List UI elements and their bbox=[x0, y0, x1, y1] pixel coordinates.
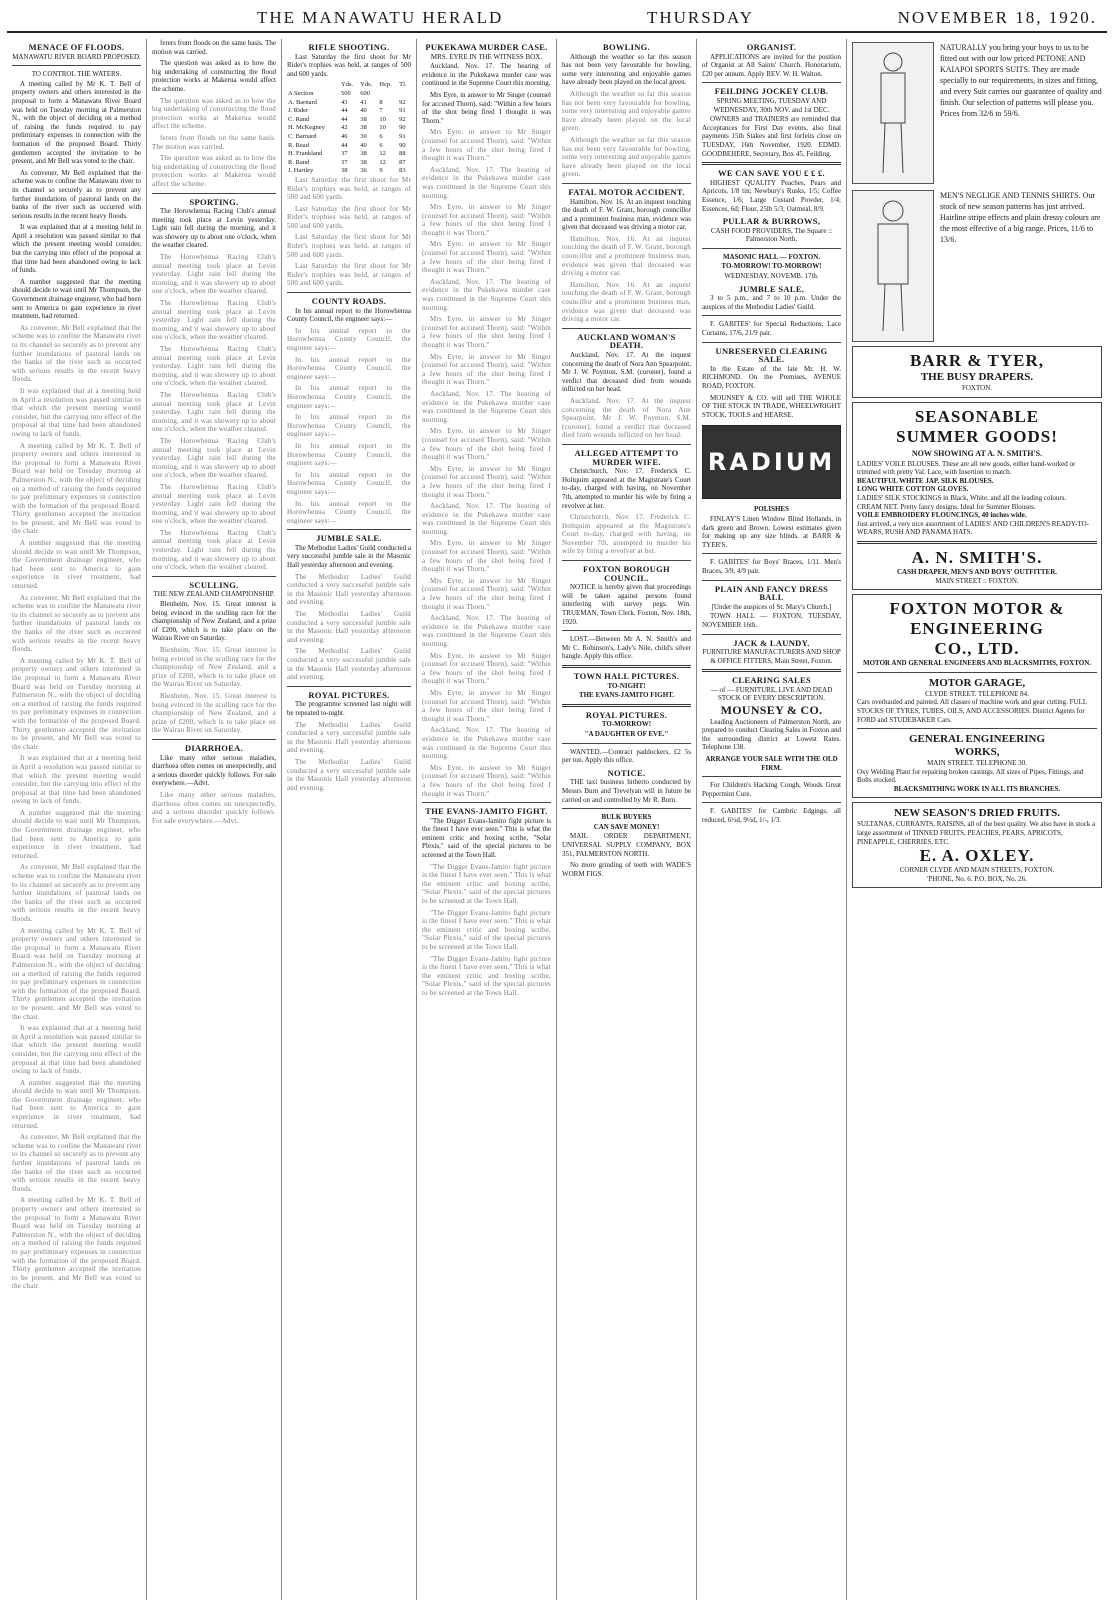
article-paragraph: The Horowhenua Racing Club's annual meeting took place at Levin yesterday. Light rain fell during the morning, and it was showery up to about one o'clock, when the weather cleared. bbox=[152, 482, 276, 526]
article-paragraph: As convener, Mr Bell explained that the scheme was to confine the Manawatu river to its channel so securely as to prevent any further inundations of pastoral lands on the banks of the river such as occurred with serious results in the recent heavy floods. bbox=[12, 1133, 141, 1193]
masthead bbox=[7, 5, 1107, 33]
article-paragraph: In his annual report to the Horowhenua County Council, the engineer says:— bbox=[287, 413, 411, 439]
column-2 bbox=[147, 39, 282, 1600]
notice-text: THE taxi business hitherto conducted by Messrs Burn and Trevelyan will in future be carried on and controlled by Mr R. Burn. bbox=[562, 778, 691, 804]
article-paragraph: Blenheim, Nov. 15. Great interest is being evinced in the sculling race for the championship of New Zealand, and a prize of £200, which is to take place on the Wairau River on Saturday. bbox=[152, 646, 276, 689]
summer-goods-heading: SUMMER GOODS! bbox=[896, 426, 1058, 446]
headline-save-you: WE CAN SAVE YOU £ £ £. bbox=[718, 168, 825, 179]
ad-text: MOUNSEY & CO. will sell THE WHOLE OF THE STOCK IN TRADE, WHEELWRIGHT STOCK, TOOLS and HEARSE. bbox=[702, 393, 841, 419]
ad-text: HIGHEST QUALITY Peaches, Pears and Apricots, 1/8 tin; Newbury's Rusks, 1/5; Coffee Essence, 1/6; Large Custard Powder, 1/4; Essences, 6d; Flour, 25lb 5/3; Oatmeal, 8/9. bbox=[702, 178, 841, 213]
worm-figs: No more grinding of teeth with WADE'S WORM FIGS. bbox=[562, 861, 691, 878]
article-paragraph: Mrs Eyre, in answer to Mr Singer (counsel for accused Thorn), said: "Within a few hours of the shot being fired I thought it was Thorn." bbox=[422, 240, 551, 275]
ad-text: TOWN HALL — FOXTON, TUESDAY, NOVEMBER 16th. bbox=[702, 612, 841, 629]
article-paragraph: The Methodist Ladies' Guild conducted a very successful jumble sale in the Masonic Hall yesterday afternoon and evening. bbox=[287, 572, 411, 607]
ad-text: 3 to 5 p.m., and 7 to 10 p.m. Under the auspices of the Methodist Ladies' Guild. bbox=[702, 294, 841, 311]
table-row: A Section 500 600 bbox=[288, 89, 370, 97]
table-row: R. Rand 37 38 12 87 bbox=[288, 158, 406, 166]
headline-floods: MENACE OF FLOODS. bbox=[28, 42, 125, 52]
article-paragraph: Mrs Eyre, in answer to Mr Singer (counsel for accused Thorn), said: "Within a few hours of the shot being fired I thought it was Thorn." bbox=[422, 688, 551, 723]
fight-label: THE EVANS-JAMITO FIGHT. bbox=[578, 691, 675, 700]
headline-county-roads: COUNTY ROADS. bbox=[311, 296, 387, 307]
article-paragraph: It was explained that at a meeting held in April a resolution was passed similar to that which the present meeting would consider, but the carrying into effect of the proposal at that time had been abandoned owing to lack of funds. bbox=[12, 386, 141, 438]
gew-street: MAIN STREET. TELEPHONE 30. bbox=[927, 759, 1027, 768]
column-7-ads bbox=[847, 39, 1107, 1600]
article-paragraph: Auckland, Nov. 17. The hearing of evidence in the Pukekawa murder case was continued in the Supreme Court this morning. bbox=[422, 614, 551, 648]
busy-drapers: THE BUSY DRAPERS. bbox=[920, 371, 1034, 383]
headline-evans-jamito: THE EVANS-JAMITO FIGHT. bbox=[425, 806, 548, 817]
product-line: Just arrived, a very nice assortment of LADIES' AND CHILDREN'S READY-TO-WEARS, RUSH AND PANAMA HATS. bbox=[857, 519, 1089, 537]
barr-tyer-name: BARR & TYER, bbox=[909, 351, 1044, 370]
bulk-buyers: BULK BUYERS bbox=[601, 813, 652, 822]
article-paragraph: A number suggested that the meeting should decide to wait until Mr Thompson, the Government drainage engineer, who had been sent to America to gain experience in river treatment, had returned. bbox=[12, 1078, 141, 1130]
article-paragraph: "The Digger Evans-Jamito fight picture is the finest I have ever seen." This is what the eminent critic and boxing scribe, "Solar Plexis," said of the special pictures to be screened at the Town Hall. bbox=[422, 816, 551, 860]
headline-fatal-accident: FATAL MOTOR ACCIDENT. bbox=[568, 186, 685, 197]
article-paragraph: Auckland, Nov. 17. The hearing of evidence in the Pukekawa murder case was continued in the Supreme Court this morning. bbox=[422, 389, 551, 424]
article-paragraph: A meeting called by Mr K. T. Bell of property owners and others interested in the proposal to form a Manawatu River Board was held on Tuesday morning at Palmerston N., with the object of deciding on a method of raising the funds required to pay preliminary expenses in connection with the formation of the proposed Board. Thirty gentlemen accepted the invitation to be present, and Mr Bell was voted to the chair. bbox=[12, 441, 141, 536]
boys-suits-text: NATURALLY you bring your boys to us to be fitted out with our low priced PETONE AND KAIAPOI SPORTS SUITS. They are made specially to our requirements, in sizes and fitting, and every Suit carries our guarantee of quality and finish. Our selection of patterns will please you. Prices from 32/6 to 59/6. bbox=[940, 43, 1102, 118]
headline-sporting: SPORTING. bbox=[189, 196, 239, 207]
gew-line-1: GENERAL ENGINEERING bbox=[908, 733, 1045, 746]
boys-suits-ad bbox=[852, 42, 1102, 184]
article-paragraph: Although the weather so far this season has not been very favourable for bowling, some very interesting and enjoyable games have already been played on the local green. bbox=[562, 52, 691, 87]
column-4 bbox=[417, 39, 557, 1600]
article-paragraph: A meeting called by Mr K. T. Bell of property owners and others interested in the proposal to form a Manawatu River Board was held on Tuesday morning at Palmerston N., with the object of deciding on a method of raising the funds required to pay preliminary expenses in connection with the formation of the proposed Board. Thirty gentlemen accepted the invitation to be present, and Mr Bell was voted to the chair. bbox=[12, 656, 141, 751]
headline-murder-case: PUKEKAWA MURDER CASE. bbox=[425, 42, 548, 52]
table-header-row: Yds. Yds. Hcp. Tl. bbox=[340, 81, 407, 89]
article-paragraph: Hamilton, Nov. 16. At an inquest touching the death of F. W. Grant, borough councillor and a prominent business man, evidence was given that deceased was driving a motor car. bbox=[562, 234, 691, 278]
dried-fruits-text: SULTANAS, CURRANTS, RAISINS, all of the best quality. We also have in stock a large assortment of TINNED FRUITS, PEACHES, PEARS, APRICOTS, PINEAPPLE, CHERRIES, ETC. bbox=[857, 820, 1096, 846]
article-paragraph: It was explained that at a meeting held in April a resolution was passed similar to that which the present meeting would consider, but the carrying into effect of the proposal at that time had been abandoned owing to lack of funds. bbox=[12, 223, 141, 275]
motor-garage: MOTOR GARAGE, bbox=[928, 676, 1026, 689]
article-paragraph: A meeting called by Mr K. T. Bell of property owners and others interested in the proposal to form a Manawatu River Board was held on Tuesday morning at Palmerston N., with the object of deciding on a method of raising the funds required to pay preliminary expenses in connection with the formation of the proposed Board. Thirty gentlemen accepted the invitation to be present, and Mr Bell was voted to the chair. bbox=[12, 79, 141, 166]
article-paragraph: Auckland, Nov. 17. At the inquest concerning the death of Nora Ann Spearpoint, Mr J. W. Poynton, S.M. (coroner), found a verdict that deceased died from wounds inflicted on her head. bbox=[562, 351, 691, 394]
headline-borough-council: FOXTON BOROUGH COUNCIL. bbox=[583, 564, 670, 583]
article-paragraph: In his annual report to the Horowhenua County Council, the engineer says:— bbox=[287, 326, 411, 352]
article-paragraph: Auckland, Nov. 17. The hearing of evidence in the Pukekawa murder case was continued in the Supreme Court this morning. bbox=[422, 277, 551, 312]
product-line: LADIES' SILK STOCKINGS in Black, White, and all the leading colours. bbox=[857, 493, 1067, 502]
seasonable-goods-ad bbox=[852, 402, 1102, 591]
fm-line-3: CO., LTD. bbox=[934, 639, 1020, 659]
article-paragraph: ferers from floods on the same basis. The motion was carried. bbox=[152, 133, 276, 151]
dried-fruits-ad bbox=[852, 802, 1102, 888]
seasonable-heading: SEASONABLE bbox=[914, 406, 1040, 426]
article-paragraph: The Methodist Ladies' Guild conducted a very successful jumble sale in the Masonic Hall yesterday afternoon and evening. bbox=[287, 610, 411, 644]
article-paragraph: Mrs Eyre, in answer to Mr Singer (counsel for accused Thorn), said: "Within a few hours of the shot being fired I thought it was Thorn." bbox=[422, 763, 551, 798]
shirts-ad bbox=[852, 190, 1102, 342]
table-row: A. Barnard 43 41 8 92 bbox=[288, 98, 406, 106]
article-paragraph: The Horowhenua Racing Club's annual meeting took place at Levin yesterday. Light rain fell during the morning, and it was showery up to about one o'clock, when the weather cleared. bbox=[152, 528, 276, 572]
showing-at: NOW SHOWING AT A. N. SMITH'S. bbox=[911, 448, 1043, 458]
ad-text: In the Estate of the late Mr. H. W. RICHMOND. On the Premises, AVENUE ROAD, FOXTON. bbox=[702, 364, 841, 390]
article-paragraph: Auckland, Nov. 17. The hearing of evidence in the Pukekawa murder case was continued in the Supreme Court this morning. bbox=[422, 502, 551, 536]
column-3 bbox=[282, 39, 417, 1600]
headline-organist: ORGANIST. bbox=[746, 42, 797, 52]
fm-sub: MOTOR AND GENERAL ENGINEERS AND BLACKSMITHS, FOXTON. bbox=[862, 659, 1092, 668]
column-1 bbox=[7, 39, 147, 1600]
article-paragraph: Last Saturday the first shoot for Mr Rider's trophies was held, at ranges of 500 and 600 yards. bbox=[287, 52, 411, 78]
article-paragraph: Last Saturday the first shoot for Mr Rider's trophies was held, at ranges of 500 and 600 yards. bbox=[287, 233, 411, 259]
ans-name: A. N. SMITH'S. bbox=[911, 547, 1043, 567]
article-paragraph: The Methodist Ladies' Guild conducted a very successful jumble sale in the Masonic Hall yesterday afternoon and evening. bbox=[287, 543, 411, 570]
article-paragraph: The question was asked as to how the big undertaking of constructing the flood protection works at Makerua would affect the scheme. bbox=[152, 59, 276, 93]
product-line: BEAUTIFUL WHITE JAP. SILK BLOUSES. bbox=[857, 476, 994, 485]
headline-royal-pictures: ROYAL PICTURES. bbox=[585, 709, 668, 720]
headline-notice: NOTICE. bbox=[607, 767, 646, 778]
article-paragraph: In his annual report to the Horowhenua County Council, the engineer says:— bbox=[287, 499, 411, 525]
product-line: VOILE EMBROIDERY FLOUNCINGS, 40 inches wide. bbox=[857, 511, 1027, 520]
garage-street: CLYDE STREET. TELEPHONE 84. bbox=[925, 689, 1029, 698]
dress-ball-sub: [Under the auspices of St. Mary's Church.] bbox=[711, 602, 832, 611]
boy-figure-icon bbox=[863, 48, 923, 178]
article-paragraph: The Horowhenua Racing Club's annual meeting took place at Levin yesterday. Light rain fell during the morning, and it was showery up to about one o'clock, when the weather cleared. bbox=[152, 345, 276, 388]
clearing-sales-sub: — of — FURNITURE, LIVE AND DEAD STOCK OF EVERY DESCRIPTION. bbox=[710, 685, 833, 703]
arrange-sale: ARRANGE YOUR SALE WITH THE OLD FIRM. bbox=[705, 755, 838, 772]
article-paragraph: The Horowhenua Racing Club's annual meeting took place at Levin yesterday. Light rain fell during the morning, and it was showery up to about one o'clock, when the weather cleared. bbox=[152, 436, 276, 480]
article-paragraph: The Methodist Ladies' Guild conducted a very successful jumble sale in the Masonic Hall yesterday afternoon and evening. bbox=[287, 757, 411, 792]
article-paragraph: In his annual report to the Horowhenua County Council, the engineer says:— bbox=[287, 384, 411, 410]
article-paragraph: A meeting called by Mr K. T. Bell of property owners and others interested in the proposal to form a Manawatu River Board was held on Tuesday morning at Palmerston N., with the object of deciding on a method of raising the funds required to pay preliminary expenses in connection with the formation of the proposed Board. Thirty gentlemen accepted the invitation to be present, and Mr Bell was voted to the chair. bbox=[12, 926, 141, 1021]
table-row: H. McKegney 42 38 10 90 bbox=[288, 124, 406, 132]
article-paragraph: In his annual report to the Horowhenua County Council, the engineer says:— bbox=[287, 306, 411, 324]
article-paragraph: Mrs Eyre, in answer to Mr Singer (counsel for accused Thorn), said: "Within a few hours of the shot being fired I thought it was Thorn." bbox=[422, 203, 551, 237]
article-paragraph: Although the weather so far this season has not been very favourable for bowling, some very interesting and enjoyable games have already been played on the local green. bbox=[562, 89, 691, 133]
headline-jockey-club: FEILDING JOCKEY CLUB. bbox=[714, 86, 829, 97]
issue-date: NOVEMBER 18, 1920. bbox=[897, 8, 1097, 27]
subhead-river-board: MANAWATU RIVER BOARD PROPOSED. bbox=[12, 52, 141, 61]
article-paragraph: Mrs Eyre, in answer to Mr Singer (counsel for accused Thorn), said: "Within a few hours of the shot being fired I thought it was Thorn." bbox=[422, 90, 551, 125]
gabites-ad: F. GABITES' for Special Reductions, Lace Curtains, 17/6, 21/9 pair. bbox=[702, 320, 841, 338]
table-row: H. Frankland 37 38 12 88 bbox=[288, 150, 406, 158]
article-paragraph: It was explained that at a meeting held in April a resolution was passed similar to that which the present meeting would consider, but the carrying into effect of the proposal at that time had been abandoned owing to lack of funds. bbox=[12, 1024, 141, 1076]
table-row: C. Barnard 46 30 6 91 bbox=[288, 132, 406, 140]
article-paragraph: "The Digger Evans-Jamito fight picture is the finest I have ever seen." This is what the eminent critic and boxing scribe, "Solar Plexis," said of the special pictures to be screened at the Town Hall. bbox=[422, 954, 551, 997]
radium-polishes-ad bbox=[702, 425, 841, 499]
subhead-control-waters: TO CONTROL THE WATERS. bbox=[31, 70, 122, 79]
article-paragraph: Auckland, Nov. 17. The hearing of evidence in the Pukekawa murder case was continued in the Supreme Court this morning. bbox=[422, 62, 551, 88]
article-paragraph: Mrs Eyre, in answer to Mr Singer (counsel for accused Thorn), said: "Within a few hours of the shot being fired I thought it was Thorn." bbox=[422, 427, 551, 462]
spring-meeting: SPRING MEETING, TUESDAY AND WEDNESDAY, 30th NOV. and 1st DEC. bbox=[713, 96, 830, 114]
oxley-sub: CORNER CLYDE AND MAIN STREETS, FOXTON. bbox=[899, 866, 1055, 875]
mail-order: MAIL ORDER DEPARTMENT, UNIVERSAL SUPPLY COMPANY, BOX 351, PALMERSTON NORTH. bbox=[562, 832, 691, 858]
headline-town-hall-pictures: TOWN HALL PICTURES. bbox=[573, 671, 680, 681]
headline-sculling: SCULLING. bbox=[189, 579, 239, 590]
product-line: LONG WHITE COTTON GLOVES. bbox=[857, 485, 969, 494]
newspaper-page bbox=[7, 5, 1107, 1600]
article-paragraph: As convener, Mr Bell explained that the scheme was to confine the Manawatu river to its channel so securely as to prevent any further inundations of pastoral lands on the banks of the river such as occurred with serious results in the recent heavy floods. bbox=[12, 863, 141, 923]
headline-jack-laundy: JACK & LAUNDY. bbox=[733, 637, 810, 648]
article-paragraph: The Horowhenua Racing Club's annual meeting took place at Levin yesterday. Light rain fell during the morning, and it was showery up to about one o'clock, when the weather cleared. bbox=[152, 207, 276, 250]
article-paragraph: Last Saturday the first shoot for Mr Rider's trophies was held, at ranges of 500 and 600 yards. bbox=[287, 204, 411, 230]
oxley-name: E. A. OXLEY. bbox=[919, 846, 1035, 866]
article-paragraph: Auckland, Nov. 17. The hearing of evidence in the Pukekawa murder case was continued in the Supreme Court this morning. bbox=[422, 165, 551, 200]
article-paragraph: Like many other serious maladies, diarrhoea often comes on unexpectedly, and a serious disorder quickly follows. For sale everywhere.—Advt. bbox=[152, 790, 276, 825]
article-paragraph: Mrs Eyre, in answer to Mr Singer (counsel for accused Thorn), said: "Within a few hours of the shot being fired I thought it was Thorn." bbox=[422, 352, 551, 387]
article-paragraph: ferers from floods on the same basis. The motion was carried. bbox=[152, 39, 276, 56]
article-paragraph: The question was asked as to how the big undertaking of constructing the flood protection works at Makerua would affect the scheme. bbox=[152, 154, 276, 188]
column-5 bbox=[557, 39, 697, 1600]
gabites-ad: F. GABITES' for Cambric Edgings, all reduced, 6½d, 9½d, 1/-, 1/3. bbox=[702, 807, 841, 824]
jack-laundy-sub: FURNITURE MANUFACTURERS AND SHOP & OFFICE FITTERS, Main Street, Foxton. bbox=[702, 648, 841, 665]
article-paragraph: The Horowhenua Racing Club's annual meeting took place at Levin yesterday. Light rain fell during the morning, and it was showery up to about one o'clock, when the weather cleared. bbox=[152, 253, 276, 296]
article-paragraph: Mrs Eyre, in answer to Mr Singer (counsel for accused Thorn), said: "Within a few hours of the shot being fired I thought it was Thorn." bbox=[422, 539, 551, 574]
article-paragraph: The question was asked as to how the big undertaking of constructing the flood protection works at Makerua would affect the scheme. bbox=[152, 96, 276, 131]
fm-line-2: ENGINEERING bbox=[910, 619, 1044, 639]
ans-street: MAIN STREET :: FOXTON. bbox=[935, 576, 1019, 585]
article-paragraph: A number suggested that the meeting should decide to wait until Mr Thompson, the Government drainage engineer, who had been sent to America to gain experience in river treatment, had returned. bbox=[12, 539, 141, 591]
headline-dress-ball: PLAIN AND FANCY DRESS BALL bbox=[714, 583, 829, 603]
article-paragraph: The programme screened last night will be repeated to-night. bbox=[287, 700, 411, 717]
boy-illustration bbox=[852, 42, 934, 184]
table-row: J. Rider 44 40 7 91 bbox=[288, 107, 406, 115]
wednesday-date: WEDNESDAY, NOVEMB. 17th. bbox=[724, 272, 819, 281]
radium-sub: POLISHES bbox=[753, 505, 789, 514]
masonic-hall: MASONIC HALL — FOXTON. bbox=[722, 252, 821, 261]
newspaper-title: THE MANAWATU HERALD bbox=[257, 8, 504, 27]
lost-notice: LOST.—Between Mr A. N. Smith's and Mr C. Robinson's, Lady's Nile, child's silver bangle. Apply this office. bbox=[562, 635, 691, 661]
article-paragraph: Hamilton, Nov. 16. At an inquest touching the death of F. W. Grant, borough councillor and a prominent business man, evidence was given that deceased was driving a motor car. bbox=[562, 197, 691, 232]
tonight-label: TO-NIGHT! bbox=[607, 681, 646, 690]
article-paragraph: "The Digger Evans-Jamito fight picture is the finest I have ever seen." This is what the eminent critic and boxing scribe, "Solar Plexis," said of the special pictures to be screened at the Town Hall. bbox=[422, 862, 551, 906]
article-paragraph: Last Saturday the first shoot for Mr Rider's trophies was held, at ranges of 500 and 600 yards. bbox=[287, 262, 411, 288]
headline-clearing-sales: CLEARING SALES bbox=[731, 675, 812, 686]
tomorrow-label: TO-MORROW! bbox=[601, 720, 652, 729]
man-figure-icon bbox=[863, 196, 923, 336]
ad-text: Leading Auctioneers of Palmerston North, are prepared to conduct Clearing Sales in Foxton and the surrounding district at Lowest Rates. Telephone 138. bbox=[702, 717, 841, 752]
issue-day: THURSDAY bbox=[646, 8, 754, 27]
article-paragraph: The Methodist Ladies' Guild conducted a very successful jumble sale in the Masonic Hall yesterday afternoon and evening. bbox=[287, 647, 411, 682]
article-paragraph: Like many other serious maladies, diarrhoea often comes on unexpectedly, and a serious disorder quickly follows. For sale everywhere.—Advt. bbox=[152, 753, 276, 788]
headline-bowling: BOWLING. bbox=[602, 42, 651, 52]
article-paragraph: Mrs Eyre, in answer to Mr Singer (counsel for accused Thorn), said: "Within a few hours of the shot being fired I thought it was Thorn." bbox=[422, 128, 551, 163]
film-title: "A DAUGHTER OF EVE." bbox=[584, 729, 669, 738]
oxley-phone: 'PHONE, No. 6. P.O. BOX, No. 26. bbox=[927, 874, 1027, 883]
man-illustration bbox=[852, 190, 934, 342]
gew-text: Oxy Welding Plant for repairing broken castings. All sizes of Pipes, Fittings, and Bolts stocked. bbox=[857, 767, 1084, 785]
article-paragraph: In his annual report to the Horowhenua County Council, the engineer says:— bbox=[287, 355, 411, 381]
article-paragraph: Auckland, Nov. 17. The hearing of evidence in the Pukekawa murder case was continued in the Supreme Court this morning. bbox=[422, 726, 551, 761]
article-paragraph: A number suggested that the meeting should decide to wait until Mr Thompson, the Government drainage engineer, who had been sent to America to gain experience in river treatment, had returned. bbox=[12, 808, 141, 860]
product-line: CREAM NET. Pretty fancy designs. Ideal for Summer Blouses. bbox=[857, 502, 1036, 511]
article-paragraph: As convener, Mr Bell explained that the scheme was to confine the Manawatu river to its channel so securely as to prevent any further inundations of pastoral lands on the banks of the river such as occurred with serious results in the recent heavy floods. bbox=[12, 168, 141, 220]
wanted-notice: WANTED.—Contract paddockers, £2 5s per ton. Apply this office. bbox=[562, 747, 691, 765]
article-paragraph: The Horowhenua Racing Club's annual meeting took place at Levin yesterday. Light rain fell during the morning, and it was showery up to about one o'clock, when the weather cleared. bbox=[152, 390, 276, 434]
article-paragraph: In his annual report to the Horowhenua County Council, the engineer says:— bbox=[287, 441, 411, 468]
article-paragraph: Mrs Eyre, in answer to Mr Singer (counsel for accused Thorn), said: "Within a few hours of the shot being fired I thought it was Thorn." bbox=[422, 315, 551, 349]
barr-tyer-ad bbox=[852, 346, 1102, 398]
article-paragraph: As convener, Mr Bell explained that the scheme was to confine the Manawatu river to its channel so securely as to prevent any further inundations of pastoral lands on the banks of the river such as occurred with serious results in the recent heavy floods. bbox=[12, 323, 141, 384]
save-money: CAN SAVE MONEY! bbox=[593, 822, 660, 831]
article-paragraph: It was explained that at a meeting held in April a resolution was passed similar to that which the present meeting would consider, but the carrying into effect of the proposal at that time had been abandoned owing to lack of funds. bbox=[12, 754, 141, 806]
table-row: J. Hartley 38 36 9 83 bbox=[288, 167, 406, 175]
article-paragraph: A meeting called by Mr K. T. Bell of property owners and others interested in the proposal to form a Manawatu River Board was held on Tuesday morning at Palmerston N., with the object of deciding on a method of raising the funds required to pay preliminary expenses in connection with the formation of the proposed Board. Thirty gentlemen accepted the invitation to be present, and Mr Bell was voted to the chair. bbox=[12, 1196, 141, 1291]
mounsey-co: MOUNSEY & CO. bbox=[720, 703, 823, 718]
dried-fruits-heading: NEW SEASON'S DRIED FRUITS. bbox=[893, 807, 1061, 820]
article-paragraph: As convener, Mr Bell explained that the scheme was to confine the Manawatu river to its channel so securely as to prevent any further inundations of pastoral lands on the banks of the river such as occurred with serious results in the recent heavy floods. bbox=[12, 593, 141, 654]
headline-jumble-sale: JUMBLE SALE. bbox=[738, 283, 805, 294]
blacksmithing: BLACKSMITHING WORK IN ALL ITS BRANCHES. bbox=[893, 784, 1061, 793]
table-row: R. Read 44 40 6 90 bbox=[288, 141, 406, 149]
pullar-burrows: PULLAR & BURROWS, bbox=[722, 216, 821, 227]
fm-line-1: FOXTON MOTOR & bbox=[889, 599, 1065, 619]
headline-jumble-sale: JUMBLE SALE. bbox=[316, 533, 382, 544]
article-paragraph: The Horowhenua Racing Club's annual meeting took place at Levin yesterday. Light rain fell during the morning, and it was showery up to about one o'clock, when the weather cleared. bbox=[152, 299, 276, 342]
subhead-witness-box: MRS. EYRE IN THE WITNESS BOX. bbox=[430, 52, 543, 61]
radium-logo: RADIUM bbox=[707, 448, 836, 477]
article-paragraph: Hamilton, Nov. 16. At an inquest touching the death of F. W. Grant, borough councillor and a prominent business man, evidence was given that deceased was driving a motor car. bbox=[562, 280, 691, 324]
article-paragraph: The Methodist Ladies' Guild conducted a very successful jumble sale in the Masonic Hall yesterday afternoon and evening. bbox=[287, 720, 411, 755]
pullar-sub: CASH FOOD PROVIDERS, The Square :: Palmerston North. bbox=[710, 226, 833, 244]
article-paragraph: Mrs Eyre, in answer to Mr Singer (counsel for accused Thorn), said: "Within a few hours of the shot being fired I thought it was Thorn." bbox=[422, 576, 551, 611]
article-paragraph: Blenheim, Nov. 15. Great interest is being evinced in the sculling race for the championship of New Zealand, and a prize of £200, which is to take place on the Wairau River on Saturday. bbox=[152, 600, 276, 643]
tomorrow-label: TO-MORROW! TO-MORROW! bbox=[721, 262, 822, 271]
article-paragraph: A number suggested that the meeting should decide to wait until Mr Thompson, the Government drainage engineer, who had been sent to America to gain experience in river treatment, had returned. bbox=[12, 277, 141, 321]
ad-text: APPLICATIONS are invited for the position of Organist at All Saints' Church. Honorarium, £20 per annum. Apply REV. W. H. Walton. bbox=[702, 52, 841, 78]
foxton-motor-ad bbox=[852, 594, 1102, 798]
article-paragraph: In his annual report to the Horowhenua County Council, the engineer says:— bbox=[287, 470, 411, 496]
gabites-ad: F. GABITES' for Boys' Braces, 1/11. Men's Braces, 3/9, 4/9 pair. bbox=[702, 558, 841, 575]
shooting-scores-table bbox=[287, 81, 411, 176]
headline-diarrhoea: DIARRHOEA. bbox=[184, 742, 244, 753]
article-paragraph: "The Digger Evans-Jamito fight picture is the finest I have ever seen." This is what the eminent critic and boxing scribe, "Solar Plexis," said of the special pictures to be screened at the Town Hall. bbox=[422, 908, 551, 951]
finlay-ad: FINLAY'S Linen Window Blind Hollands, in dark green and Brown. Lowest estimates given for making up any size blinds, at BARR & TYER'S. bbox=[702, 514, 841, 549]
column-6 bbox=[697, 39, 847, 1600]
headline-rifle-shooting: RIFLE SHOOTING. bbox=[308, 42, 390, 52]
article-paragraph: Although the weather so far this season has not been very favourable for bowling, some very interesting and enjoyable games have already been played on the local green. bbox=[562, 135, 691, 179]
table-row: C. Rand 44 38 10 92 bbox=[288, 115, 406, 123]
shirts-text: MEN'S NEGLIGE AND TENNIS SHIRTS. Our stock of new season patterns has just arrived. Hairline stripe effects and plain dressy colours are the most effective of a big range. Prices, 11/6 to 13/6. bbox=[940, 191, 1101, 244]
article-paragraph: Last Saturday the first shoot for Mr Rider's trophies was held, at ranges of 500 and 600 yards. bbox=[287, 175, 411, 202]
headline-alleged-attempt: ALLEGED ATTEMPT TO MURDER WIFE. bbox=[574, 447, 679, 467]
cough-ad: For Children's Hacking Cough, Woods Great Peppermint Cure. bbox=[702, 781, 841, 798]
article-paragraph: Blenheim, Nov. 15. Great interest is being evinced in the sculling race for the championship of New Zealand, and a prize of £200, which is to take place on the Wairau River on Saturday. bbox=[152, 691, 276, 735]
article-paragraph: Mrs Eyre, in answer to Mr Singer (counsel for accused Thorn), said: "Within a few hours of the shot being fired I thought it was Thorn." bbox=[422, 464, 551, 499]
notice-text: NOTICE is hereby given that proceedings will be taken against persons found interfering with survey pegs. Wm. TRUEMAN, Town Clerk. Foxton, Nov. 18th, 1920. bbox=[562, 583, 691, 626]
article-paragraph: Christchurch, Nov. 17. Frederick C. Holtquim appeared at the Magistrate's Court to-day, charged with having, on November 7th, attempted to murder his wife by firing a revolver at her. bbox=[562, 513, 691, 556]
headline-auckland-woman: AUCKLAND WOMAN'S DEATH. bbox=[577, 331, 676, 351]
article-paragraph: Christchurch, Nov. 17. Frederick C. Holtquim appeared at the Magistrate's Court to-day, charged with having, on November 7th, attempted to murder his wife by firing a revolver at her. bbox=[562, 467, 691, 510]
gew-line-2: WORKS, bbox=[954, 746, 1000, 759]
garage-text: Cars overhauled and painted. All classes of machine work and gear cutting. FULL STOCKS OF TYRES, TUBES, OILS, AND ACCESSORIES. District Agents for FORD and STUDEBAKER Cars. bbox=[857, 698, 1087, 724]
headline-clearing-sale: UNRESERVED CLEARING SALE. bbox=[715, 345, 828, 365]
ans-sub: CASH DRAPER, MEN'S AND BOYS' OUTFITTER. bbox=[896, 567, 1058, 576]
product-line: LADIES' VOILE BLOUSES. These are all new goods, either hand-worked or trimmed with pretty Val. Lace, with Insertion to match. bbox=[857, 459, 1076, 477]
ad-text: OWNERS and TRAINERS are reminded that Acceptances for First Day events, also final payments 15th Stakes and first forfeits close on TUESDAY, 16th November, 1920. EDMD. GOODBEHERE, Secretary, Box 45, Feilding. bbox=[702, 115, 841, 158]
subhead-sculling: THE NEW ZEALAND CHAMPIONSHIP. bbox=[153, 590, 275, 599]
headline-royal-pictures: ROYAL PICTURES. bbox=[308, 689, 390, 700]
article-paragraph: Mrs Eyre, in answer to Mr Singer (counsel for accused Thorn), said: "Within a few hours of the shot being fired I thought it was Thorn." bbox=[422, 651, 551, 686]
barr-tyer-town: FOXTON. bbox=[961, 384, 992, 392]
article-paragraph: Auckland, Nov. 17. At the inquest concerning the death of Nora Ann Spearpoint, Mr J. W. Poynton, S.M. (coroner), found a verdict that deceased died from wounds inflicted on her head. bbox=[562, 396, 691, 440]
